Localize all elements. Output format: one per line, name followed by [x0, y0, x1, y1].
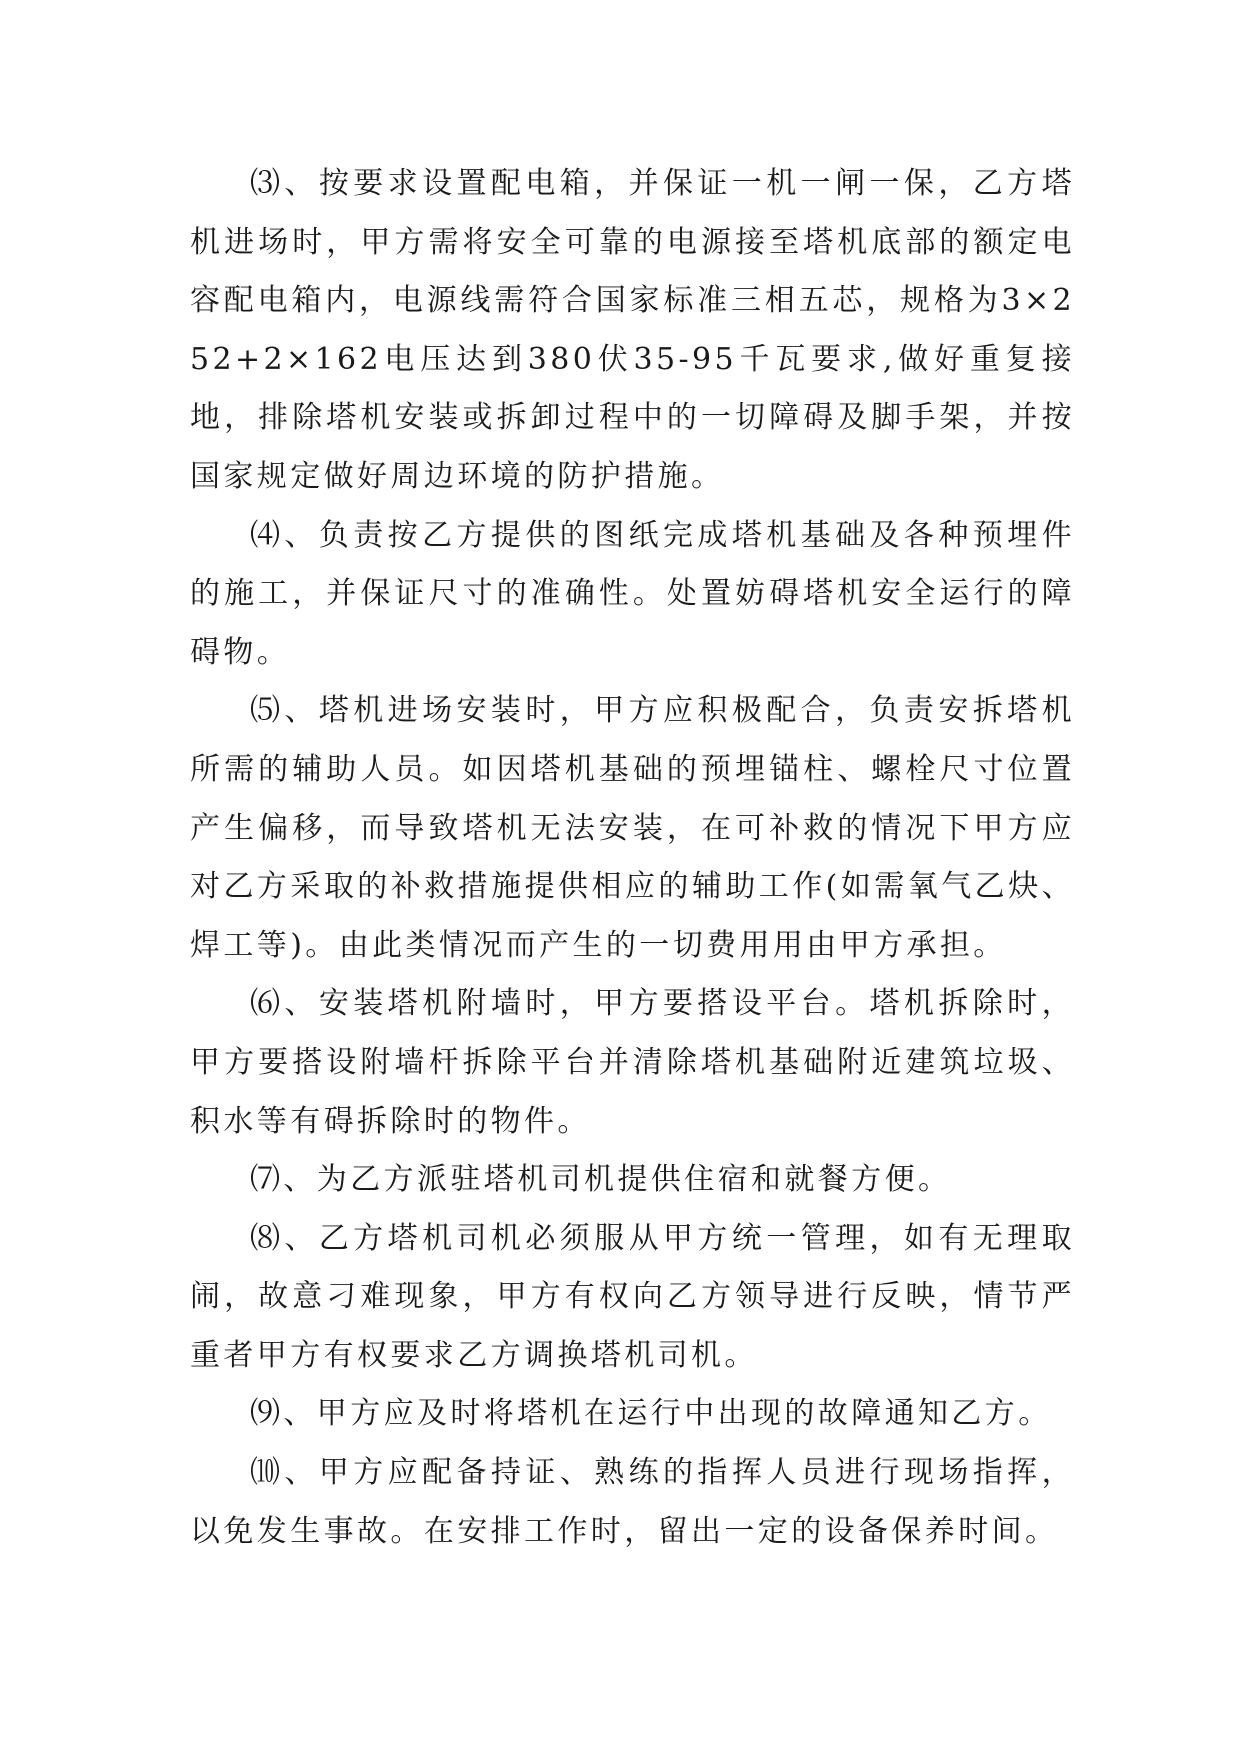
clause-3-paragraph: ⑶、按要求设置配电箱，并保证一机一闸一保，乙方塔机进场时，甲方需将安全可靠的电源接至塔机底部的额定电容配电箱内，电源线需符合国家标准三相五芯，规格为3×252+2×162电压达到380伏35-95千瓦要求,做好重复接地，排除塔机安装或拆卸过程中的一切障碍及脚手架，并按国家规定做好周边环境的防护措施。	[190, 166, 1075, 494]
clause-9-paragraph: ⑼、甲方应及时将塔机在运行中出现的故障通知乙方。	[250, 1396, 1052, 1432]
clause-10-paragraph: ⑽、甲方应配备持证、熟练的指挥人员进行现场指挥，以免发生事故。在安排工作时，留出一定的设备保养时间。	[190, 1455, 1075, 1549]
clause-7-paragraph: ⑺、为乙方派驻塔机司机提供住宿和就餐方便。	[250, 1162, 952, 1198]
clause-5-paragraph: ⑸、塔机进场安装时，甲方应积极配合，负责安拆塔机所需的辅助人员。如因塔机基础的预埋锚柱、螺栓尺寸位置产生偏移，而导致塔机无法安装，在可补救的情况下甲方应对乙方采取的补救措施提供相应的辅助工作(如需氧气乙炔、焊工等)。由此类情况而产生的一切费用用由甲方承担。	[190, 693, 1075, 963]
clause-8-paragraph: ⑻、乙方塔机司机必须服从甲方统一管理，如有无理取闹，故意刁难现象，甲方有权向乙方领导进行反映，情节严重者甲方有权要求乙方调换塔机司机。	[190, 1220, 1075, 1373]
document-body	[190, 155, 1075, 1561]
clause-6-paragraph: ⑹、安装塔机附墙时，甲方要搭设平台。塔机拆除时，甲方要搭设附墙杆拆除平台并清除塔机基础附近建筑垃圾、积水等有碍拆除时的物件。	[190, 986, 1075, 1139]
clause-4-paragraph: ⑷、负责按乙方提供的图纸完成塔机基础及各种预埋件的施工，并保证尺寸的准确性。处置妨碍塔机安全运行的障碍物。	[190, 517, 1075, 670]
